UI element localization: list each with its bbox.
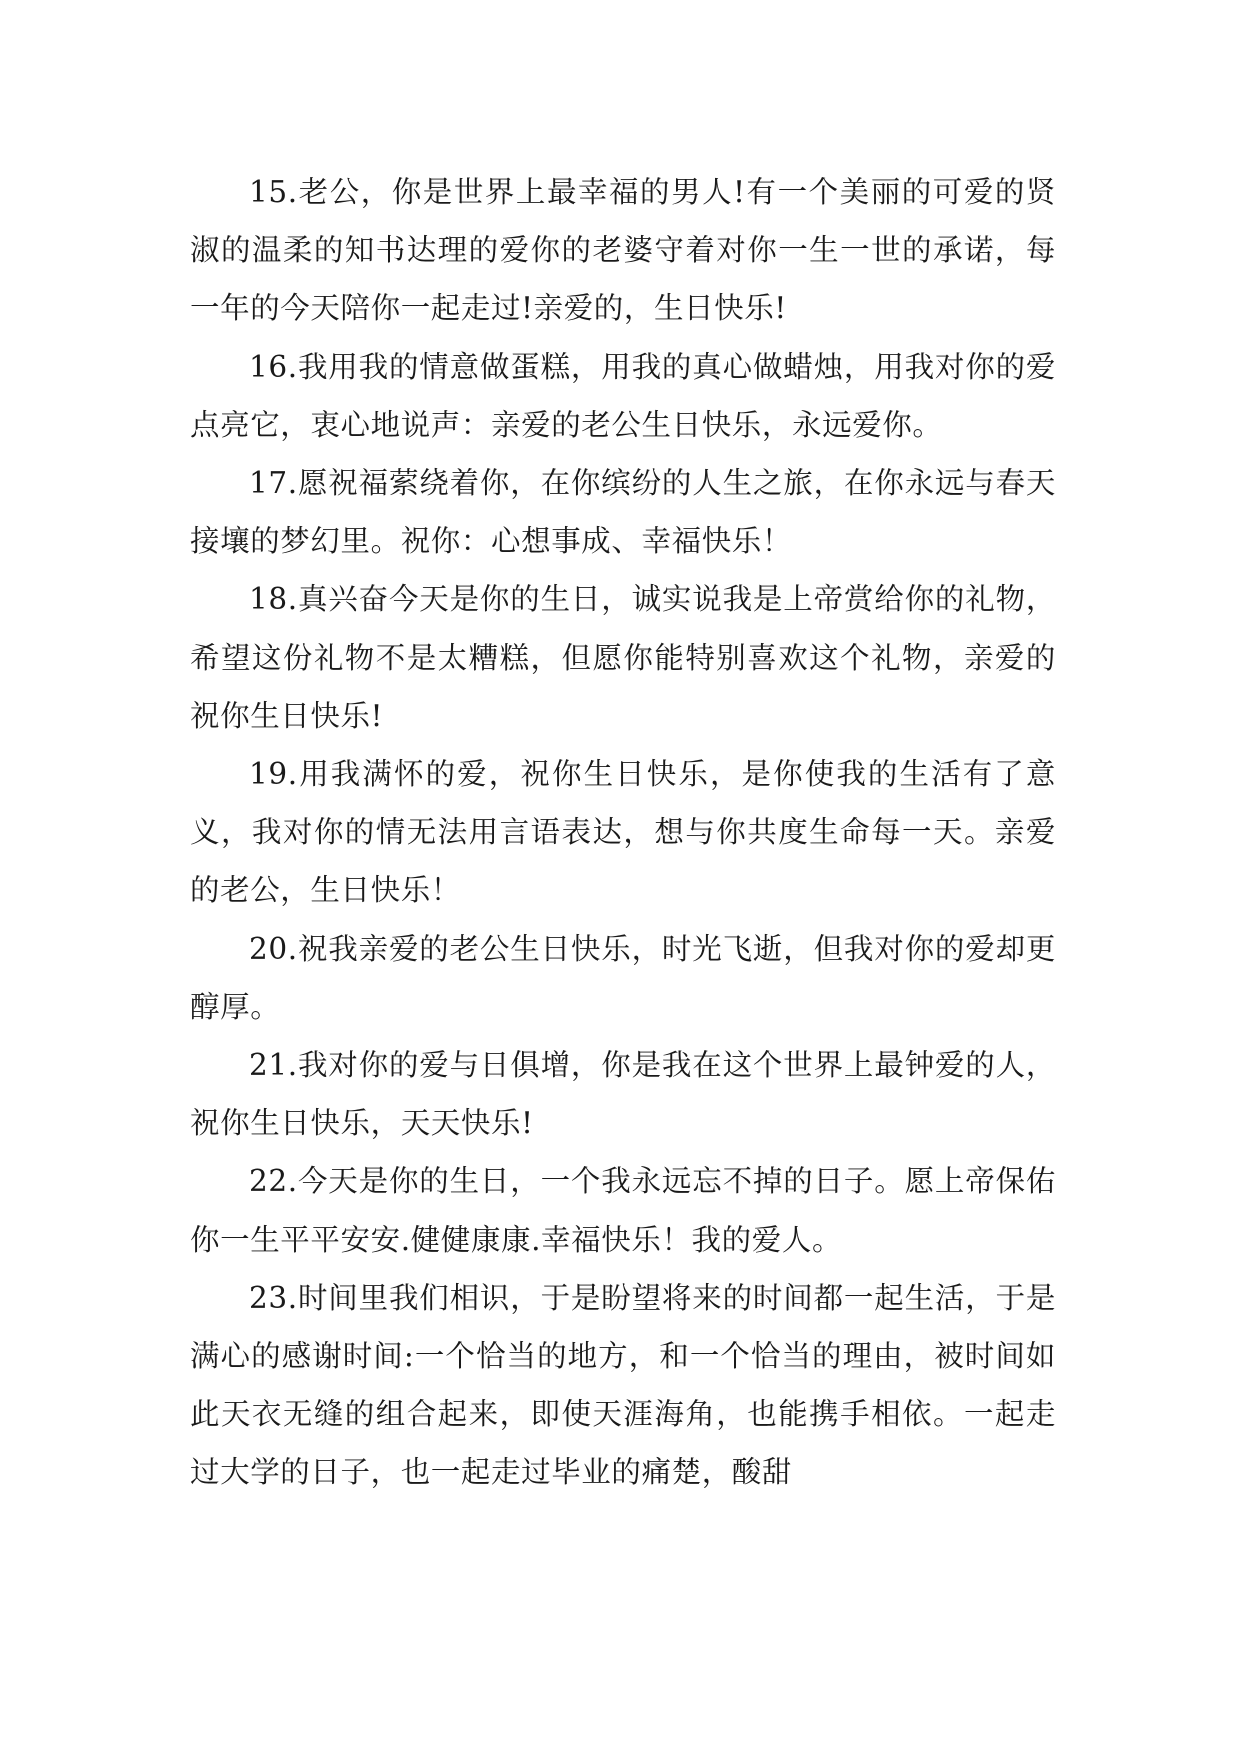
paragraph-22: 22.今天是你的生日，一个我永远忘不掉的日子。愿上帝保佑你一生平平安安.健健康康.幸福快乐！我的爱人。 — [190, 1164, 1056, 1257]
paragraph-21: 21.我对你的爱与日俱增，你是我在这个世界上最钟爱的人，祝你生日快乐，天天快乐! — [190, 1048, 1056, 1141]
paragraph-19: 19.用我满怀的爱，祝你生日快乐，是你使我的生活有了意义，我对你的情无法用言语表达，想与你共度生命每一天。亲爱的老公，生日快乐！ — [190, 757, 1056, 908]
paragraph-16: 16.我用我的情意做蛋糕，用我的真心做蜡烛，用我对你的爱点亮它，衷心地说声：亲爱的老公生日快乐，永远爱你。 — [190, 349, 1056, 442]
paragraph-17: 17.愿祝福萦绕着你，在你缤纷的人生之旅，在你永远与春天接壤的梦幻里。祝你：心想事成、幸福快乐！ — [190, 466, 1056, 559]
document-body — [190, 163, 1056, 1502]
paragraph-18: 18.真兴奋今天是你的生日，诚实说我是上帝赏给你的礼物，希望这份礼物不是太糟糕，但愿你能特别喜欢这个礼物，亲爱的祝你生日快乐! — [190, 582, 1056, 733]
paragraph-23: 23.时间里我们相识，于是盼望将来的时间都一起生活，于是满心的感谢时间:一个恰当的地方，和一个恰当的理由，被时间如此天衣无缝的组合起来，即使天涯海角，也能携手相依。一起走过大学的日子，也一起走过毕业的痛楚，酸甜 — [190, 1280, 1056, 1490]
paragraph-20: 20.祝我亲爱的老公生日快乐，时光飞逝，但我对你的爱却更醇厚。 — [190, 931, 1056, 1024]
paragraph-15: 15.老公，你是世界上最幸福的男人!有一个美丽的可爱的贤淑的温柔的知书达理的爱你的老婆守着对你一生一世的承诺，每一年的今天陪你一起走过!亲爱的，生日快乐! — [190, 175, 1056, 326]
